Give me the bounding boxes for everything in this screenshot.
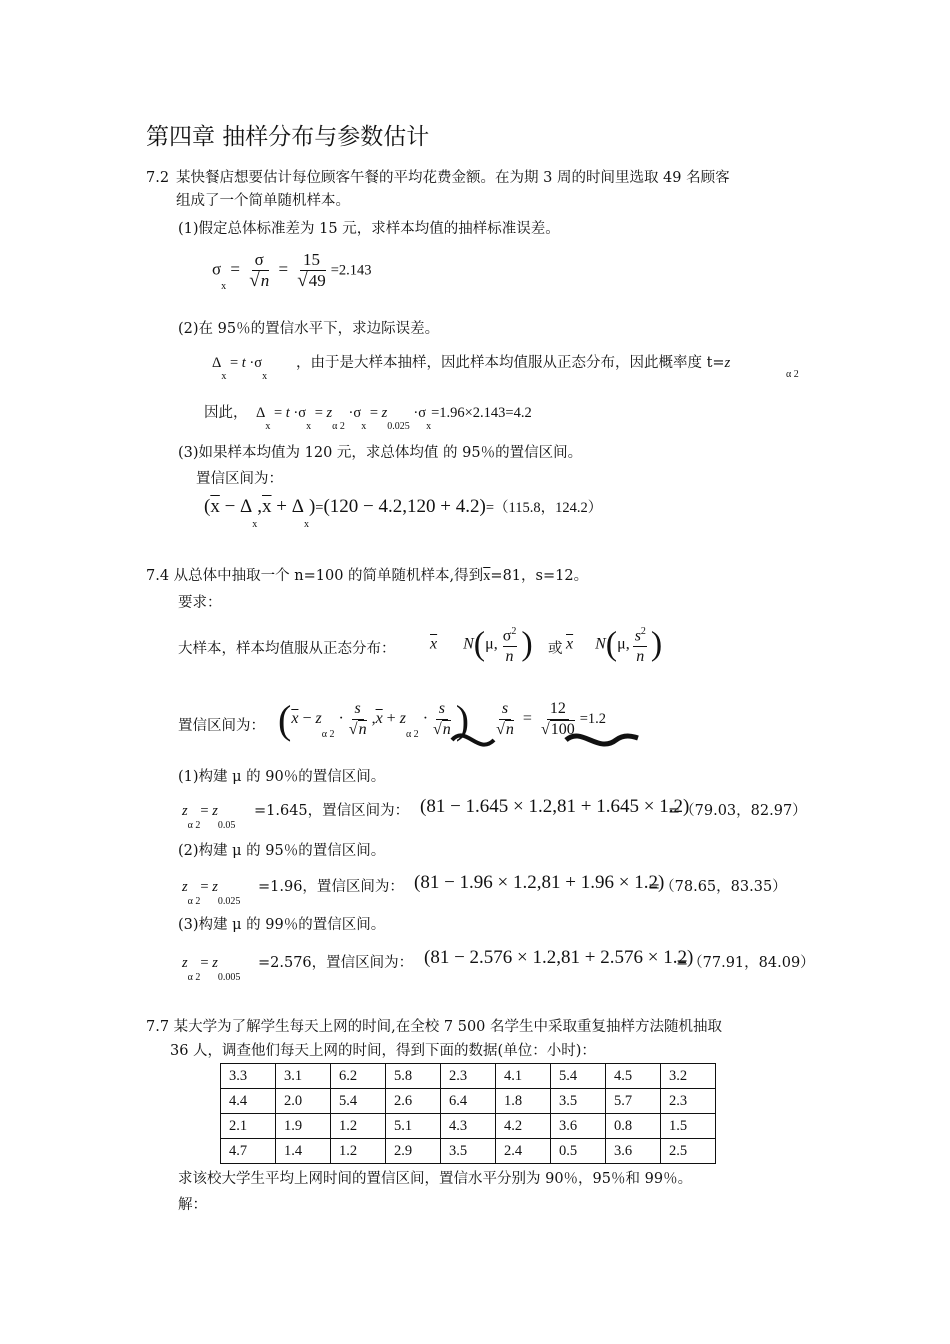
table-cell: 4.7 xyxy=(221,1139,276,1164)
table-cell: 0.8 xyxy=(606,1114,661,1139)
q72-therefore: 因此， xyxy=(204,405,248,421)
table-cell: 2.6 xyxy=(386,1089,441,1114)
table-cell: 4.3 xyxy=(441,1114,496,1139)
q74-or: 或 xyxy=(548,641,563,657)
q74-z3: $z_{\alpha 2}= z_{0.005}$ xyxy=(182,955,241,983)
table-cell: 3.6 xyxy=(551,1114,606,1139)
table-cell: 3.1 xyxy=(276,1064,331,1089)
handwritten-scribble xyxy=(448,718,648,758)
formula-margin-value: $\Delta_x = t \cdot\sigma_x = z_{\alpha 2} \cdot\sigma_x = z_{0.025} \cdot\sigma_x=1.96\times 2.143=4.2$ xyxy=(256,405,532,432)
formula-ci-72: $(\overline{x} - \Delta_x,\overline{x} + \Delta_x)=(120 - 4.2,120 + 4.2)=(115.8$，124.2） xyxy=(204,496,603,530)
table-row xyxy=(221,1114,716,1139)
table-cell: 5.1 xyxy=(386,1114,441,1139)
q72-part3: (3)如果样本均值为 120 元，求总体均值 的 95％的置信区间。 xyxy=(178,445,583,461)
table-cell: 5.4 xyxy=(551,1064,606,1089)
q74-part1: (1)构建 μ 的 90％的置信区间。 xyxy=(178,769,386,785)
formula-margin-text: ，由于是大样本抽样，因此样本均值服从正态分布，因此概率度 t=z xyxy=(296,355,731,371)
q74-require: 要求： xyxy=(178,595,222,611)
q74-z1: $z_{\alpha 2}= z_{0.05}$ xyxy=(182,803,236,831)
q74-r3-result: =（77.91，84.09） xyxy=(676,955,815,971)
q72-number: 7.2 xyxy=(146,170,170,186)
table-row xyxy=(221,1139,716,1164)
table-cell: 2.5 xyxy=(661,1139,716,1164)
table-cell: 6.2 xyxy=(331,1064,386,1089)
table-cell: 5.4 xyxy=(331,1089,386,1114)
q74-line1: 7.4 从总体中抽取一个 n=100 的简单随机样本,得到$\overline{x}=81$，s=12。 xyxy=(146,568,589,584)
table-cell: 2.1 xyxy=(221,1114,276,1139)
q72-line1: 某快餐店想要估计每位顾客午餐的平均花费金额。在为期 3 周的时间里选取 49 名顾客 xyxy=(176,170,730,186)
formula-standard-error: $\sigma_x$ = $\frac{\sigma}{√n}$ = $\frac{15}{√49}$ =2.143 xyxy=(212,250,372,292)
formula-distribution-s: $\overline{x}$ N(μ, $\frac{s^2}{n}$ ) xyxy=(566,625,663,666)
formula-ci-74: ($\overline{x} - z_{\alpha 2}$ · $\frac{s}{√n}$ $,\overline{x} + z_{\alpha 2}$ · $\frac{s}{√n}$ ) $\frac{s}{√n}$ = $\frac{12}{√100}$ =1.2 xyxy=(278,697,607,742)
table-cell: 3.3 xyxy=(221,1064,276,1089)
chapter-title: 第四章 抽样分布与参数估计 xyxy=(146,124,430,150)
table-cell: 1.4 xyxy=(276,1139,331,1164)
table-cell: 1.5 xyxy=(661,1114,716,1139)
q74-r3-text: =2.576，置信区间为： xyxy=(258,955,414,971)
q77-ask: 求该校大学生平均上网时间的置信区间，置信水平分别为 90％，95％和 99％。 xyxy=(178,1171,693,1187)
q74-r3-interval: (81 − 2.576 × 1.2,81 + 2.576 × 1.2) xyxy=(424,947,694,968)
table-cell: 3.2 xyxy=(661,1064,716,1089)
data-table xyxy=(220,1063,716,1164)
table-cell: 4.2 xyxy=(496,1114,551,1139)
table-cell: 3.6 xyxy=(606,1139,661,1164)
table-cell: 0.5 xyxy=(551,1139,606,1164)
q72-line2: 组成了一个简单随机样本。 xyxy=(176,193,350,209)
formula-margin-error: $\Delta_x = t \cdot\sigma_x$ xyxy=(212,355,268,382)
alpha-2-sub-1: α 2 xyxy=(786,369,799,380)
table-cell: 2.0 xyxy=(276,1089,331,1114)
table-cell: 5.8 xyxy=(386,1064,441,1089)
q74-r2-result: =（78.65，83.35） xyxy=(648,879,787,895)
table-cell: 2.3 xyxy=(441,1064,496,1089)
table-cell: 4.1 xyxy=(496,1064,551,1089)
q77-solution: 解： xyxy=(178,1197,207,1213)
q74-ci-label: 置信区间为： xyxy=(178,718,265,734)
table-cell: 4.5 xyxy=(606,1064,661,1089)
table-cell: 2.9 xyxy=(386,1139,441,1164)
formula-distribution: $\overline{x}$ N(μ, $\frac{\sigma^2}{n}$ ) xyxy=(430,625,533,666)
table-cell: 1.2 xyxy=(331,1114,386,1139)
table-cell: 3.5 xyxy=(551,1089,606,1114)
q74-r1-text: =1.645，置信区间为： xyxy=(254,803,410,819)
q77-line1: 7.7 某大学为了解学生每天上网的时间,在全校 7 500 名学生中采取重复抽样方法随机抽取 xyxy=(146,1019,723,1035)
table-cell: 3.5 xyxy=(441,1139,496,1164)
q74-r2-text: =1.96，置信区间为： xyxy=(258,879,404,895)
q72-ci-label: 置信区间为： xyxy=(196,471,283,487)
q77-line2: 36 人，调查他们每天上网的时间，得到下面的数据(单位：小时)： xyxy=(170,1043,596,1059)
table-cell: 5.7 xyxy=(606,1089,661,1114)
q72-part1: (1)假定总体标准差为 15 元，求样本均值的抽样标准误差。 xyxy=(178,221,560,237)
q74-r1-interval: (81 − 1.645 × 1.2,81 + 1.645 × 1.2) xyxy=(420,796,690,817)
q74-part3: (3)构建 μ 的 99％的置信区间。 xyxy=(178,917,386,933)
table-row xyxy=(221,1064,716,1089)
q74-z2: $z_{\alpha 2}= z_{0.025}$ xyxy=(182,879,241,907)
q74-part2: (2)构建 μ 的 95％的置信区间。 xyxy=(178,843,386,859)
table-cell: 4.4 xyxy=(221,1089,276,1114)
table-row xyxy=(221,1089,716,1114)
q74-dist-label: 大样本，样本均值服从正态分布： xyxy=(178,641,396,657)
table-cell: 1.8 xyxy=(496,1089,551,1114)
table-cell: 1.9 xyxy=(276,1114,331,1139)
table-cell: 2.3 xyxy=(661,1089,716,1114)
table-cell: 2.4 xyxy=(496,1139,551,1164)
table-cell: 1.2 xyxy=(331,1139,386,1164)
table-cell: 6.4 xyxy=(441,1089,496,1114)
q74-r1-result: =（79.03，82.97） xyxy=(668,803,807,819)
q72-part2: (2)在 95％的置信水平下，求边际误差。 xyxy=(178,321,440,337)
q74-r2-interval: (81 − 1.96 × 1.2,81 + 1.96 × 1.2) xyxy=(414,872,665,893)
